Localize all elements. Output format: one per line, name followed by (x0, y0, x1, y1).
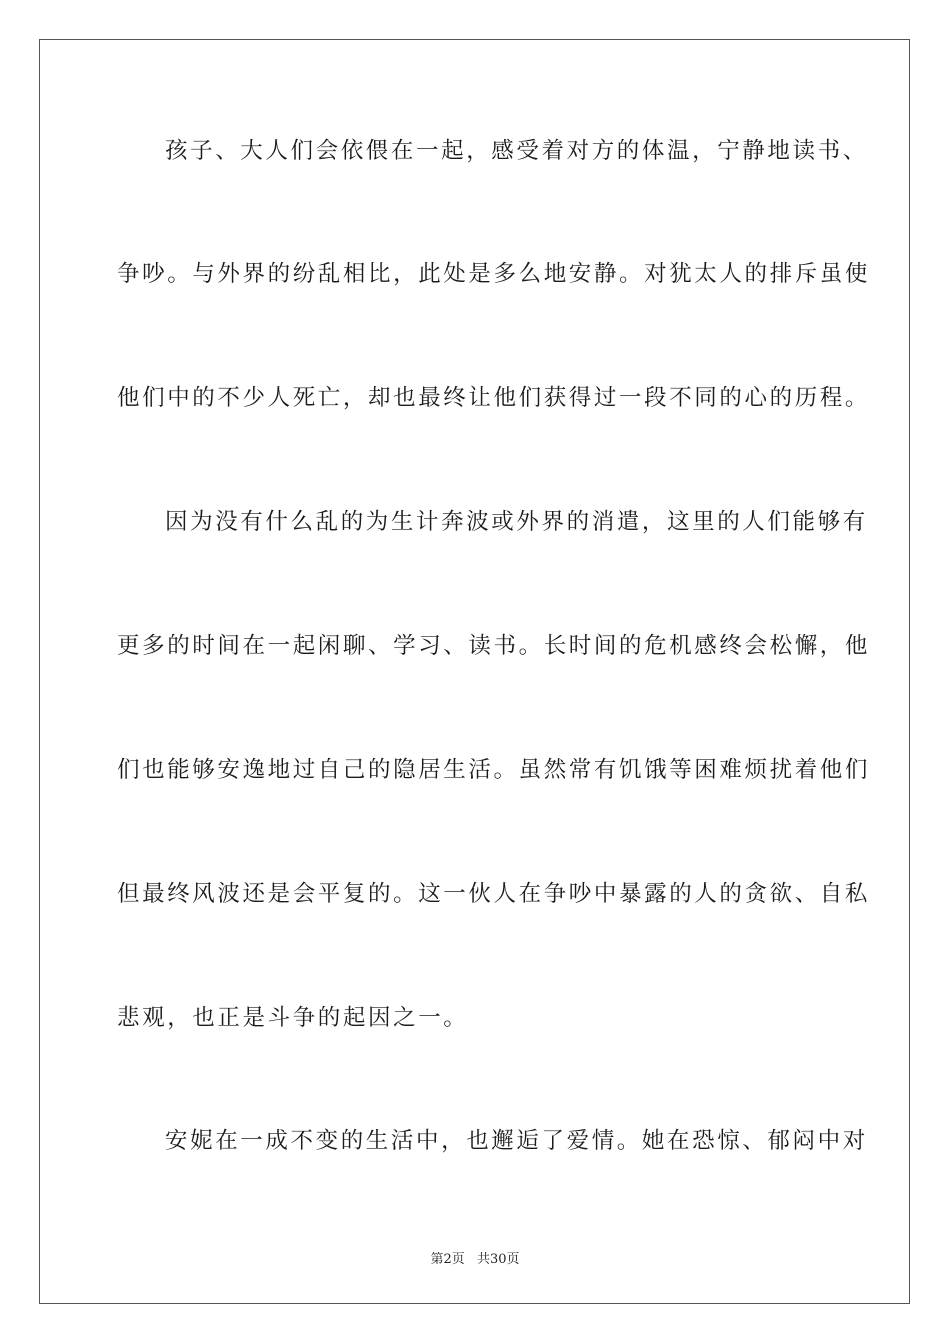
paragraph-3-line-1: 安妮在一成不变的生活中，也邂逅了爱情。她在恐惊、郁闷中对 (165, 1128, 868, 1154)
paragraph-2-line-2: 更多的时间在一起闲聊、学习、读书。长时间的危机感终会松懈，他 (117, 633, 871, 659)
paragraph-2-line-4: 但最终风波还是会平复的。这一伙人在争吵中暴露的人的贪欲、自私 (117, 881, 871, 907)
paragraph-2-line-5: 悲观，也正是斗争的起因之一。 (117, 1005, 469, 1031)
paragraph-1-line-2: 争吵。与外界的纷乱相比，此处是多么地安静。对犹太人的排斥虽使 (117, 261, 871, 287)
paragraph-2-line-3: 们也能够安逸地过自己的隐居生活。虽然常有饥饿等困难烦扰着他们 (117, 757, 871, 783)
paragraph-1-line-3: 他们中的不少人死亡，却也最终让他们获得过一段不同的心的历程。 (117, 385, 871, 411)
page-total: 共30页 (476, 1252, 520, 1267)
paragraph-1-line-1: 孩子、大人们会依偎在一起，感受着对方的体温，宁静地读书、 (165, 138, 868, 164)
paragraph-2-line-1: 因为没有什么乱的为生计奔波或外界的消遣，这里的人们能够有 (165, 509, 868, 535)
page-number: 第2页 (430, 1252, 465, 1267)
page-border (39, 39, 910, 1304)
page-footer (0, 1248, 950, 1267)
